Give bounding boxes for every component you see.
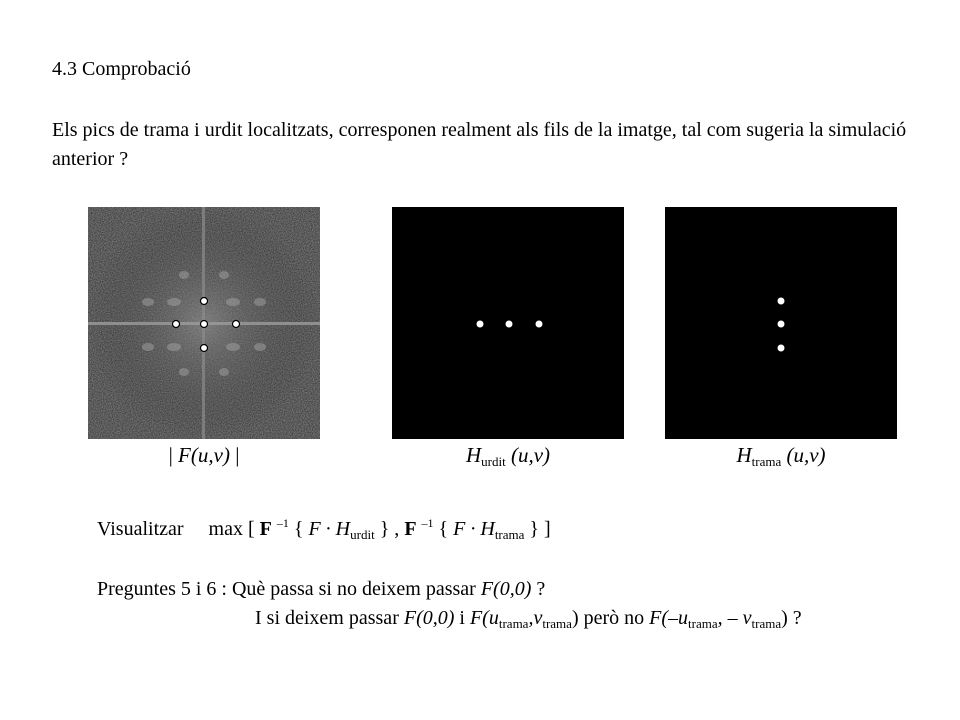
question-5: Preguntes 5 i 6 : Què passa si no deixem passar F(0,0) ? bbox=[97, 578, 546, 600]
h-urdit-filter-image bbox=[392, 207, 624, 439]
visualize-formula: Visualitzar max [ F $^{-1}$ { $F \cdot H_{urdit}$ } , F $^{-1}$ { $F \cdot H_{trama}$ } ] bbox=[97, 516, 551, 542]
spectrum-svg bbox=[88, 207, 320, 439]
question-text: Els pics de trama i urdit localitzats, corresponen realment als fils de la imatge, tal com sugeria la simulació anterior ? bbox=[52, 119, 907, 170]
caption-h-urdit: $H_{urdit}$ (u,v) bbox=[465, 443, 551, 469]
caption-h-trama: $H_{trama}$ (u,v) bbox=[736, 443, 826, 469]
fourier-spectrum-image bbox=[88, 207, 320, 439]
question-6: I si deixem passar F(0,0) i $F(u_{trama},v_{trama})$ però no $F(-u_{trama}$, – $v_{trama}$) ? bbox=[255, 607, 802, 631]
section-title: 4.3 Comprobació bbox=[52, 58, 191, 80]
h-trama-filter-image bbox=[665, 207, 897, 439]
caption-spectrum: | F(u,v) | bbox=[168, 443, 240, 467]
